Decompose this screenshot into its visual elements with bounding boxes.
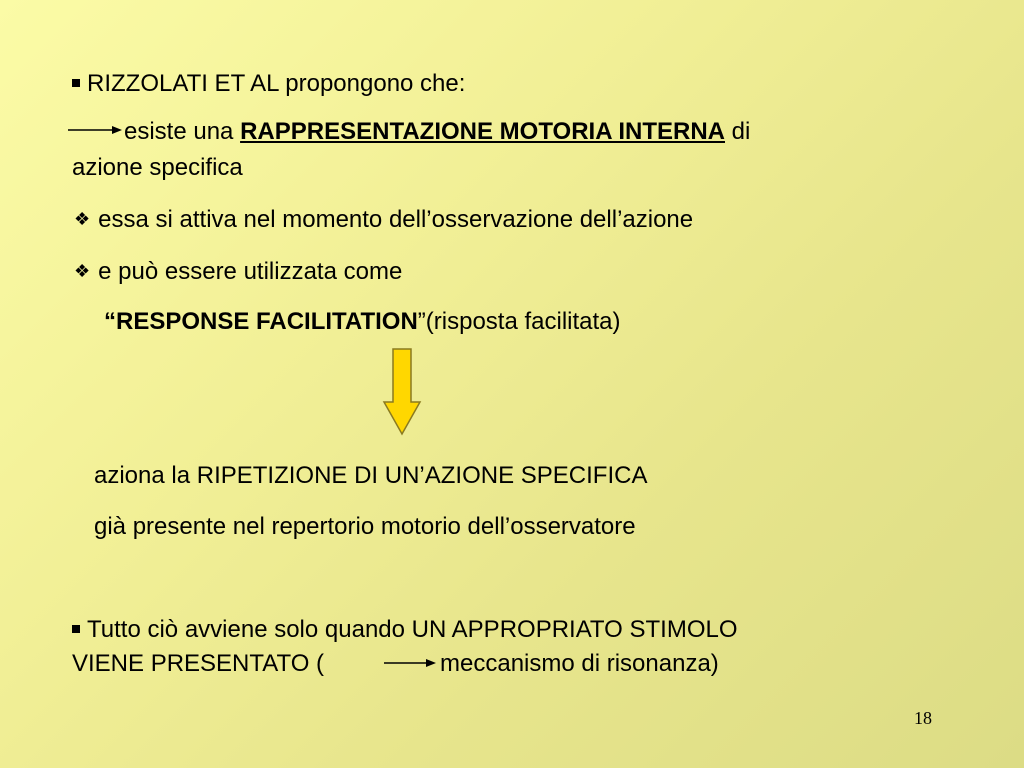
representation-line xyxy=(124,118,750,146)
repetition-text: aziona la RIPETIZIONE DI UN’AZIONE SPECIFICA xyxy=(94,462,648,489)
repetition-line xyxy=(94,462,647,490)
bullet-line-activation xyxy=(74,205,693,234)
resonance-post-line xyxy=(440,650,719,678)
representation-pre: esiste una xyxy=(124,118,241,145)
bullet-line-usage xyxy=(74,257,402,286)
response-facilitation-post: ”(risposta facilitata) xyxy=(417,308,621,335)
diamond-bullet-icon: ❖ xyxy=(74,209,91,229)
right-arrow-icon xyxy=(384,657,436,669)
stimulus-text: Tutto ciò avviene solo quando UN APPROPRIATO STIMOLO xyxy=(87,616,738,643)
square-bullet-icon xyxy=(72,625,80,633)
usage-text: e può essere utilizzata come xyxy=(98,258,403,285)
rizzolati-text: RIZZOLATI ET AL propongono che: xyxy=(87,70,466,97)
specific-action-text: azione specifica xyxy=(72,154,243,181)
resonance-line xyxy=(72,650,324,678)
representation-emphasis: RAPPRESENTAZIONE MOTORIA INTERNA xyxy=(240,118,725,145)
specific-action-line xyxy=(72,154,243,182)
right-arrow-icon xyxy=(68,124,122,136)
response-facilitation-emphasis: “RESPONSE FACILITATION xyxy=(104,308,418,335)
square-bullet-icon xyxy=(72,79,80,87)
repertoire-text: già presente nel repertorio motorio dell’osservatore xyxy=(94,513,636,540)
page-number: 18 xyxy=(914,708,932,728)
resonance-pre: VIENE PRESENTATO ( xyxy=(72,650,325,677)
diamond-bullet-icon: ❖ xyxy=(74,261,91,281)
representation-post: di xyxy=(725,118,751,145)
bullet-line-rizzolati xyxy=(72,70,465,98)
repertoire-line xyxy=(94,513,636,541)
activation-text: essa si attiva nel momento dell’osservazione dell’azione xyxy=(98,206,694,233)
down-arrow-icon xyxy=(382,348,422,436)
resonance-post: meccanismo di risonanza) xyxy=(440,650,719,677)
bullet-line-stimulus xyxy=(72,616,738,644)
response-facilitation-line xyxy=(104,308,621,336)
